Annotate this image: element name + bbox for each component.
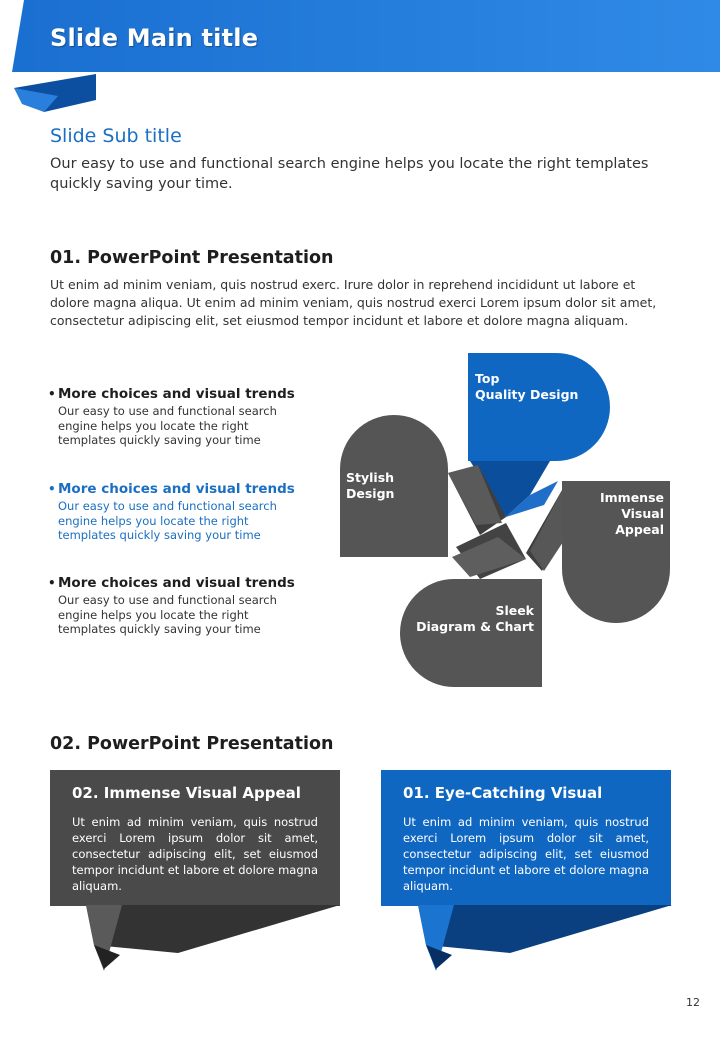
petal-top-quality (468, 353, 610, 461)
card-immense-visual-appeal (50, 770, 340, 906)
bullet-dot: • (48, 576, 56, 590)
petal-label-immense: Immense Visual Appeal (600, 490, 664, 537)
bullet-title: • More choices and visual trends (48, 386, 295, 402)
card-body: Ut enim ad minim veniam, quis nostrud exerci Lorem ipsum dolor sit amet, consectetur adipiscing elit, set eiusmod tempor incidunt et labore et dolore magna aliquam. (403, 815, 649, 893)
card-tail-dark (82, 905, 342, 971)
petal-label-top-quality: Top Quality Design (475, 371, 579, 402)
pinwheel-diagram (330, 345, 690, 695)
page-number: 12 (686, 996, 700, 1009)
header-banner (0, 0, 720, 130)
section1-heading: 01. PowerPoint Presentation (50, 248, 334, 268)
bullet-item (48, 575, 308, 637)
card-tail-blue (414, 905, 674, 971)
sub-title: Slide Sub title (50, 125, 182, 147)
petal-label-sleek: Sleek Diagram & Chart (416, 603, 534, 634)
bullet-text: Our easy to use and functional search engine helps you locate the right templates quickly saving your time (58, 499, 277, 542)
sub-description: Our easy to use and functional search engine helps you locate the right templates quickly saving your time. (50, 156, 649, 192)
bullet-item (48, 386, 308, 448)
page-title: Slide Main title (50, 24, 259, 52)
card-title: 01. Eye-Catching Visual (403, 784, 603, 802)
bullet-text: Our easy to use and functional search engine helps you locate the right templates quickly saving your time (58, 404, 277, 447)
section1-body: Ut enim ad minim veniam, quis nostrud exerc. Irure dolor in reprehend incididunt ut labore et dolore magna aliqua. Ut enim ad minim veniam, quis nostrud exerci Lorem ipsum dolor sit amet, consectetur adipiscing elit, set eiusmod tempor incidunt et labore et dolore magna aliquam. (50, 277, 657, 328)
petal-label-stylish: Stylish Design (346, 470, 395, 501)
bullet-text: Our easy to use and functional search engine helps you locate the right templates quickly saving your time (58, 593, 277, 636)
bullet-item-active (48, 481, 308, 543)
bullet-dot: • (48, 387, 56, 401)
card-title: 02. Immense Visual Appeal (72, 784, 301, 802)
bullet-dot: • (48, 482, 56, 496)
section2-heading: 02. PowerPoint Presentation (50, 734, 334, 754)
bullet-title: • More choices and visual trends (48, 575, 295, 591)
bullet-title: • More choices and visual trends (48, 481, 295, 497)
card-eye-catching-visual (381, 770, 671, 906)
card-body: Ut enim ad minim veniam, quis nostrud exerci Lorem ipsum dolor sit amet, consectetur adipiscing elit, set eiusmod tempor incidunt et labore et dolore magna aliquam. (72, 815, 318, 893)
